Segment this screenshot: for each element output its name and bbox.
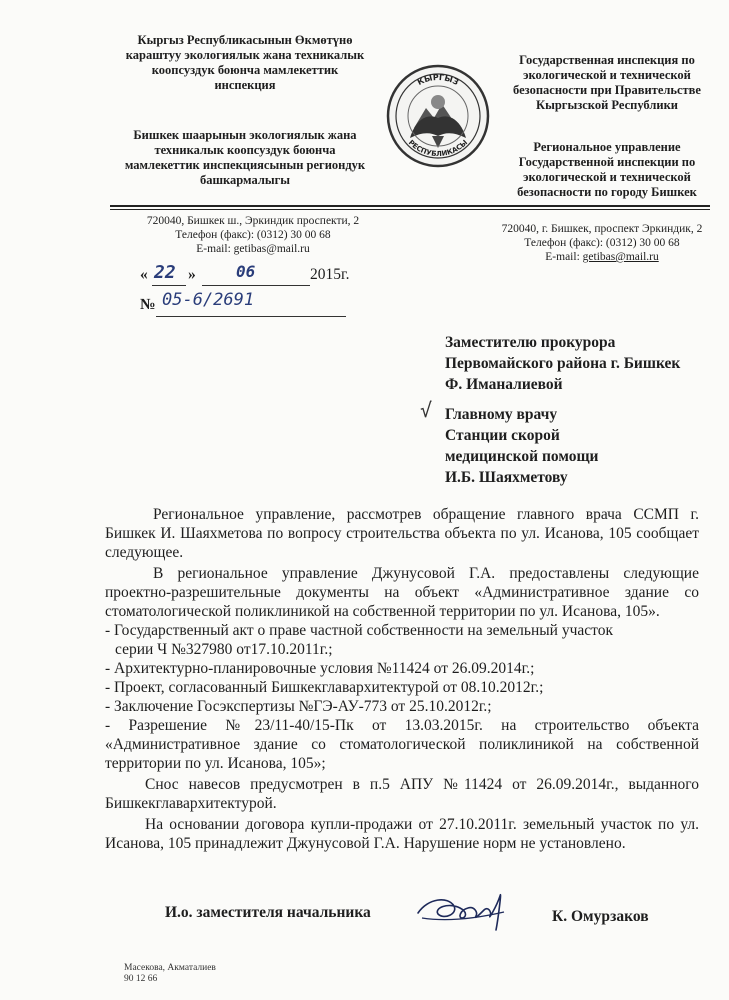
check-mark-icon: √	[420, 398, 433, 422]
contact-left-email: getibas@mail.ru	[233, 243, 310, 255]
state-emblem-icon	[384, 62, 492, 170]
contact-right-email: getibas@mail.ru	[582, 251, 659, 263]
handwritten-signature	[408, 878, 518, 933]
list-item-3: - Проект, согласованный Бишкекглавархитектурой от 08.10.2012г.;	[105, 679, 544, 696]
paragraph-2: В региональное управление Джунусовой Г.А. предоставлены следующие проектно-разрешительные документы на объект «Административное здание со стоматологической поликлиникой на собственной территории по ул. Исанова, 105».	[105, 565, 699, 620]
header-left-org: Кыргыз Республикасынын Өкмөтүнө караштуу экологиялык жана техникалык коопсуздук боюнча мамлекеттик инспекция	[125, 33, 365, 92]
header-right-dept: Региональное управление Государственной инспекции по экологической и технической безопасности по городу Бишкек	[517, 140, 697, 199]
outgoing-number-line: № 05-6/2691	[140, 294, 350, 320]
executor-name: Масекова, Акматалиев	[124, 963, 216, 973]
header-right-org: Государственная инспекция по экологической и технической безопасности при Правительстве Кыргызской Республики	[513, 53, 701, 112]
date-month: 06	[236, 262, 256, 281]
date-day: 22	[154, 262, 176, 283]
paragraph-1: Региональное управление, рассмотрев обращение главного врача ССМП г. Бишкек И. Шаяхметова по вопросу строительства объекта по ул. Исанова, 105 сообщает следующее.	[105, 506, 699, 561]
list-item-1-cont: серии Ч №327980 от17.10.2011г.;	[115, 641, 333, 658]
list-item-5: - Разрешение №23/11-40/15-Пк от 13.03.2015г. на строительство объекта «Административное здание со стоматологической поликлиникой на собственной территории по ул. Исанова, 105»;	[105, 717, 699, 772]
addressee-chief-doctor: Главному врачу Станции скорой медицинской помощи И.Б. Шаяхметову	[445, 406, 599, 486]
date-line: « 22 » 06 2015г.	[140, 266, 380, 288]
contact-left-phone: Телефон (факс): (0312) 30 00 68	[175, 229, 331, 241]
contacts-left	[128, 214, 378, 256]
contacts-right	[492, 222, 712, 264]
signatory-name: К. Омурзаков	[552, 908, 649, 925]
list-item-2: - Архитектурно-планировочные условия №11424 от 26.09.2014г.;	[105, 660, 535, 677]
list-item-1: - Государственный акт о праве частной собственности на земельный участок	[105, 622, 614, 639]
contact-right-phone: Телефон (факс): (0312) 30 00 68	[524, 237, 680, 249]
date-year: 2015г.	[310, 266, 350, 283]
header-divider	[110, 205, 710, 207]
paragraph-3: Снос навесов предусмотрен в п.5 АПУ №11424 от 26.09.2014г., выданного Бишкекглавархитектурой.	[105, 776, 699, 812]
header-divider-thin	[110, 209, 710, 210]
letter-body	[105, 505, 699, 853]
paragraph-4: На основании договора купли-продажи от 27.10.2011г. земельный участок по ул. Исанова, 105 принадлежит Джунусовой Г.А. Нарушение норм не установлено.	[105, 816, 699, 852]
contact-right-email-line: E-mail: getibas@mail.ru	[545, 251, 659, 263]
list-item-4: - Заключение Госэкспертизы №ГЭ-АУ-773 от 25.10.2012г.;	[105, 698, 492, 715]
header-left-dept: Бишкек шаарынын экологиялык жана техникалык коопсуздук боюнча мамлекеттик инспекциясынын региондук башкармалыгы	[124, 128, 366, 187]
emblem-top-text: КЫРГЫЗ	[415, 72, 461, 88]
signatory-title: И.о. заместителя начальника	[165, 904, 371, 921]
executor-note	[124, 963, 216, 985]
outgoing-number: 05-6/2691	[162, 290, 255, 310]
emblem-bottom-text: РЕСПУБЛИКАСЫ	[406, 138, 470, 159]
contact-left-email-line: E-mail: getibas@mail.ru	[196, 243, 310, 255]
contact-left-address: 720040, Бишкек ш., Эркиндик проспекти, 2	[146, 215, 360, 227]
executor-phone: 90 12 66	[124, 974, 158, 984]
addressee-prosecutor: Заместителю прокурора Первомайского района г. Бишкек Ф. Иманалиевой	[445, 334, 681, 393]
contact-right-address: 720040, г. Бишкек, проспект Эркиндик, 2	[501, 223, 703, 235]
